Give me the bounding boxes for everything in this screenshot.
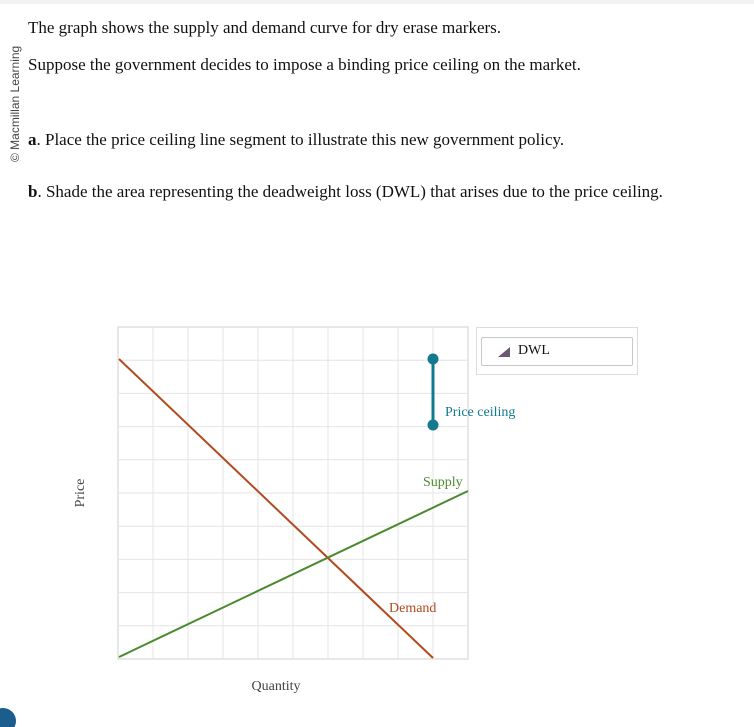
price-ceiling-label: Price ceiling [445,405,516,420]
dwl-tool-button[interactable] [481,337,633,366]
copyright-text: © Macmillan Learning [8,45,22,162]
tool-palette [476,327,638,375]
question-scenario: Suppose the government decides to impose a binding price ceiling on the market. [28,55,581,74]
triangle-icon [498,347,510,357]
x-axis-label: Quantity [251,679,301,694]
part-a-text: . Place the price ceiling line segment to illustrate this new government policy. [36,130,565,149]
price-ceiling-handle-bottom[interactable] [428,420,439,431]
demand-label: Demand [389,601,437,616]
price-ceiling-handle-top[interactable] [428,354,439,365]
part-b-text: . Shade the area representing the deadweight loss (DWL) that arises due to the price ceiling. [37,182,663,201]
supply-label: Supply [423,475,463,490]
dwl-tool-label: DWL [518,343,550,358]
question-intro: The graph shows the supply and demand curve for dry erase markers. [28,18,502,37]
part-a-label: a [28,130,37,149]
part-b-label: b [28,182,38,201]
y-axis-label: Price [73,478,88,508]
